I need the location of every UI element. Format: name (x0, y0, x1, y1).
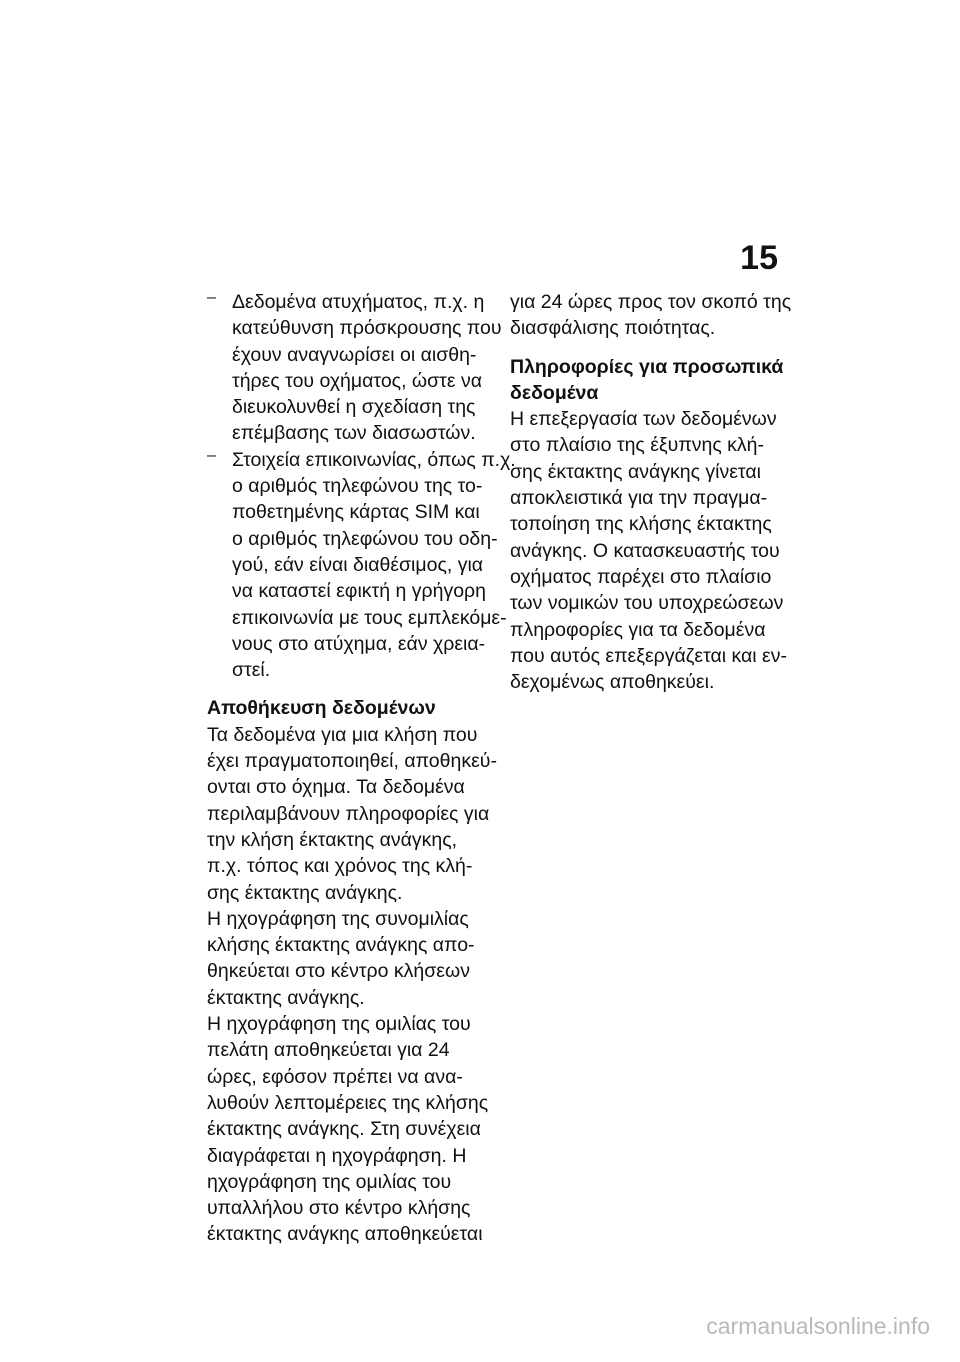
body-line: οχήματος παρέχει στο πλαίσιο (510, 565, 772, 588)
bullet-line: να καταστεί εφικτή η γρήγορη (232, 580, 486, 603)
bullet-line: στεί. (232, 659, 271, 682)
bullet-line: έχουν αναγνωρίσει οι αισθη- (232, 343, 477, 366)
body-line: περιλαμβάνουν πληροφορίες για (207, 802, 490, 825)
body-line: των νομικών του υποχρεώσεων (510, 592, 784, 615)
bullet-line: ο αριθμός τηλεφώνου της το- (232, 475, 483, 498)
body-line: δεχομένως αποθηκεύει. (510, 671, 715, 694)
body-line: τοποίηση της κλήσης έκτακτης (510, 513, 772, 536)
page-number: 15 (740, 239, 778, 277)
body-line: κλήσης έκτακτης ανάγκης απο- (207, 934, 475, 957)
bullet-item-accident-data (207, 289, 507, 447)
section-body-data-storage (207, 722, 507, 1248)
body-line: ηχογράφηση της ομιλίας του (207, 1170, 452, 1193)
bullet-dash: – (207, 289, 216, 306)
bullet-item-contact-data (207, 446, 516, 684)
body-line: υπαλλήλου στο κέντρο κλήσης (207, 1197, 471, 1220)
bullet-line: ο αριθμός τηλεφώνου του οδη- (232, 527, 498, 550)
heading-line: δεδομένα (510, 381, 599, 404)
body-line: ώρες, εφόσον πρέπει να ανα- (207, 1065, 463, 1088)
body-line: έκτακτης ανάγκης αποθηκεύεται (207, 1223, 483, 1246)
bullet-dash: – (207, 446, 216, 464)
body-line: πληροφορίες για τα δεδομένα (510, 618, 766, 641)
section-heading-personal-data (510, 354, 800, 407)
watermark-text: carmanualsonline.info (706, 1313, 930, 1339)
section-heading-data-storage: Αποθήκευση δεδομένων (207, 697, 436, 720)
body-line: θηκεύεται στο κέντρο κλήσεων (207, 960, 470, 983)
body-line: Η επεξεργασία των δεδομένων (510, 408, 777, 431)
body-line: πελάτη αποθηκεύεται για 24 (207, 1039, 450, 1062)
section-body-personal-data (510, 406, 800, 695)
body-line: αποκλειστικά για την πραγμα- (510, 487, 768, 510)
body-line: σης έκτακτης ανάγκης. (207, 881, 403, 904)
body-line: ανάγκης. Ο κατασκευαστής του (510, 539, 780, 562)
body-line: έκτακτης ανάγκης. Στη συνέχεια (207, 1118, 481, 1141)
body-line: σης έκτακτης ανάγκης γίνεται (510, 460, 761, 483)
body-line: Τα δεδομένα για μια κλήση που (207, 723, 478, 746)
bullet-line: Στοιχεία επικοινωνίας, όπως π.χ. (232, 448, 516, 471)
bullet-line: επικοινωνία με τους εμπλεκόμε- (232, 606, 507, 629)
body-line: Η ηχογράφηση της συνομιλίας (207, 907, 469, 930)
body-line: διαγράφεται η ηχογράφηση. Η (207, 1144, 467, 1167)
heading-line: Πληροφορίες για προσωπικά (510, 355, 784, 378)
bullet-line: νους στο ατύχημα, εάν χρεια- (232, 632, 486, 655)
bullet-line: τήρες του οχήματος, ώστε να (232, 369, 483, 392)
body-line: έκτακτης ανάγκης. (207, 986, 365, 1009)
body-line: που αυτός επεξεργάζεται και εν- (510, 644, 787, 667)
body-line: π.χ. τόπος και χρόνος της κλή- (207, 855, 473, 878)
right-column (510, 289, 800, 695)
body-line: έχει πραγματοποιηθεί, αποθηκεύ- (207, 750, 497, 773)
bullet-line: ποθετημένης κάρτας SIM και (232, 501, 480, 524)
body-line: λυθούν λεπτομέρειες της κλήσης (207, 1091, 489, 1114)
body-line: για 24 ώρες προς τον σκοπό της (510, 291, 792, 313)
body-line: στο πλαίσιο της έξυπνης κλή- (510, 434, 765, 457)
body-line: ονται στο όχημα. Τα δεδομένα (207, 776, 465, 799)
body-line: Η ηχογράφηση της ομιλίας του (207, 1013, 471, 1036)
continuation-text (510, 289, 800, 342)
bullet-line: επέμβασης των διασωστών. (232, 422, 476, 445)
bullet-line: Δεδομένα ατυχήματος, π.χ. η (232, 291, 485, 313)
bullet-line: κατεύθυνση πρόσκρουσης που (232, 317, 502, 340)
bullet-line: διευκολυνθεί η σχεδίαση της (232, 396, 476, 419)
left-column (207, 289, 516, 1248)
bullet-line: γού, εάν είναι διαθέσιμος, για (232, 553, 484, 576)
body-line: διασφάλισης ποιότητας. (510, 317, 716, 340)
body-line: την κλήση έκτακτης ανάγκης, (207, 828, 458, 851)
